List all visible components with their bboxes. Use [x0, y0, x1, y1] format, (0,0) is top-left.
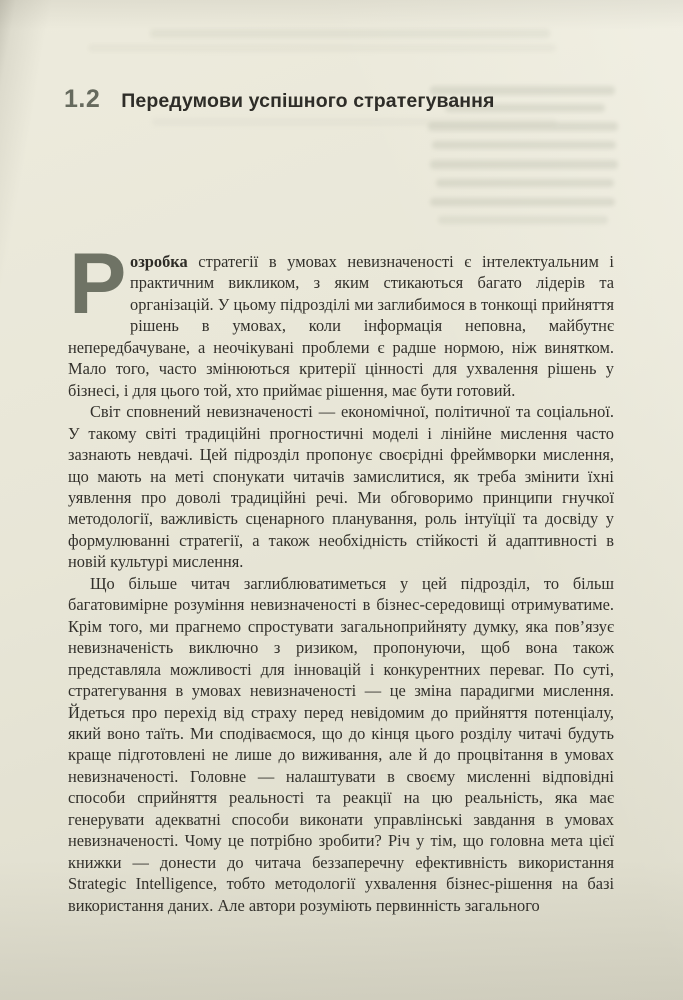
show-through-line: [150, 29, 550, 38]
show-through-line: [88, 44, 556, 52]
section-heading: [64, 85, 495, 114]
show-through-line: [432, 141, 616, 149]
paragraph-2: Світ сповнений невизначеності — економічної, політичної та соціальної. У такому світі традиційні прогностичні моделі і лінійне мислення часто зазнають невдачі. Цей підрозділ пропонує своєрідні фреймворки мислення, що мають на меті спонукати читачів замислитися, як треба змінити їхні уявлення про доволі традиційні речі. Ми обговоримо принципи гнучкої методології, важливість сценарного планування, роль інтуїції та досвіду у формулюванні стратегії, а також необхідність стійкості й адаптивності в новій культурі мислення.: [68, 402, 614, 572]
dropcap-letter: Р: [69, 236, 127, 332]
paragraph-1: [68, 236, 614, 401]
show-through-line: [152, 118, 557, 126]
section-title: Передумови успішного стратегування: [121, 90, 495, 112]
section-number: 1.2: [64, 85, 101, 113]
show-through-line: [436, 179, 614, 187]
show-through-line: [430, 198, 615, 206]
paragraph-3: Що більше читач заглиблюватиметься у цей підрозділ, то більш багатовимірне розуміння невизначеності в бізнес-середовищі отримуватиме. Крім того, ми прагнемо спростувати загальноприйняту думку, яка пов’язує невизначеність виключно з ризиком, пропонуючи, щоб вона також представляла можливості для інновацій і конкурентних переваг. По суті, стратегування в умовах невизначеності — це зміна парадигми мислення. Йдеться про перехід від страху перед невідомим до прийняття потенціалу, який воно таїть. Ми сподіваємося, що до кінця цього розділу читачі будуть краще підготовлені не лише до виживання, але й до процвітання в умовах невизначеності. Головне — налаштувати в своєму мисленні відповідні способи сприйняття реальності та реакції на цю реальність, яка має генерувати адекватні способи виконати управлінські завдання в умовах невизначеності. Чому це потрібно зробити? Річ у тім, що головна мета цієї книжки — донести до читача беззаперечну ефективність використання Strategic Intelligence, тобто методології ухвалення бізнес-рішення на базі використання даних. Але автори розуміють первинність загального: [68, 573, 614, 915]
paragraph-1-text: стратегії в умовах невизначеності є інтелектуальним і практичним викликом, з яким стикаються багато лідерів та організацій. У цьому підрозділі ми заглибимося в тонкощі прийняття рішень в умовах, коли інформація неповна, майбутнє непередбачуване, а неочікувані проблеми є радше нормою, ніж винятком. Мало того, часто змінюються критерії цінності для ухвалення рішень у бізнесі, і для цього той, хто приймає рішення, має бути готовий.: [68, 252, 614, 400]
show-through-line: [438, 216, 608, 224]
show-through-line: [428, 122, 618, 131]
body-text: [68, 236, 614, 916]
show-through-line: [430, 160, 618, 169]
lead-word: озробка: [130, 252, 188, 271]
